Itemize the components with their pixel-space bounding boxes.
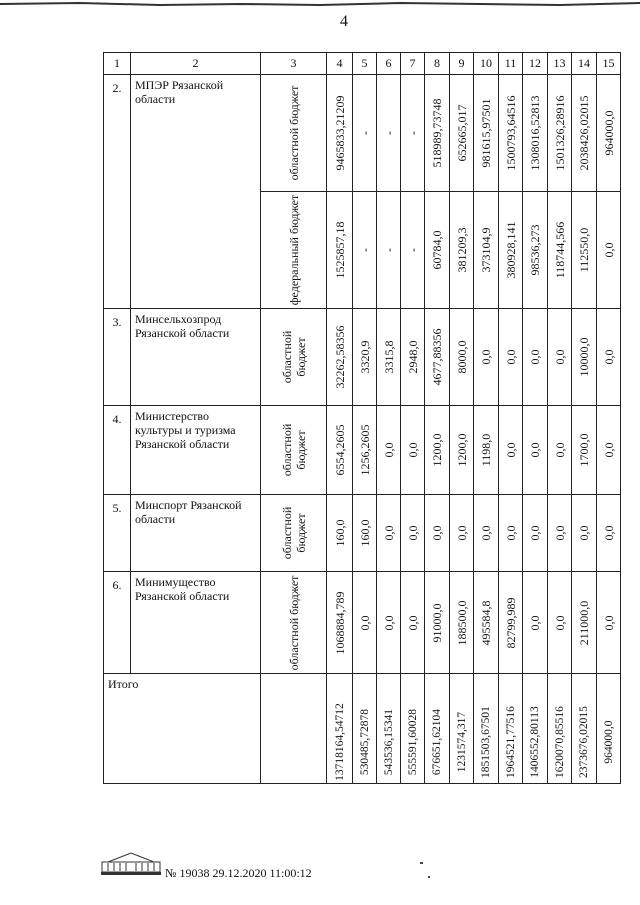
value-cell <box>499 75 523 192</box>
value-cell <box>572 572 597 674</box>
value: 1200,0 <box>430 433 444 467</box>
value-cell <box>548 75 572 192</box>
row-number: 4. <box>104 406 131 495</box>
value-cell <box>353 406 377 495</box>
value-cell <box>572 406 597 495</box>
value: 82799,989 <box>503 597 518 648</box>
table-row <box>104 406 621 495</box>
value-cell <box>474 572 499 674</box>
header-cell: 2 <box>131 53 261 75</box>
total-empty-cell <box>261 674 327 784</box>
header-row <box>104 53 621 75</box>
total-value-cell <box>572 674 597 784</box>
value-cell <box>523 572 548 674</box>
budget-type-cell <box>261 572 327 674</box>
value: 1198,0 <box>479 433 493 467</box>
budget-type-cell <box>261 406 327 495</box>
table-row <box>104 572 621 674</box>
header-cell: 6 <box>377 53 401 75</box>
value-cell <box>353 495 377 572</box>
value-cell <box>523 192 548 309</box>
value-cell <box>425 192 450 309</box>
value: 0,0 <box>503 349 518 365</box>
value: 4677,88356 <box>430 328 444 386</box>
header-cell: 12 <box>523 53 548 75</box>
value-cell <box>327 406 353 495</box>
value-cell <box>377 495 401 572</box>
value: - <box>357 131 372 135</box>
value: - <box>357 248 372 252</box>
value-cell <box>327 192 353 309</box>
value-cell <box>353 572 377 674</box>
total-value-cell <box>597 674 621 784</box>
header-cell: 5 <box>353 53 377 75</box>
budget-table <box>103 52 621 784</box>
header-cell: 3 <box>261 53 327 75</box>
value-cell <box>499 192 523 309</box>
value: 60784,0 <box>430 230 444 270</box>
total-value-cell <box>548 674 572 784</box>
row-number: 6. <box>104 572 131 674</box>
value: 1200,0 <box>454 433 469 467</box>
value: - <box>381 131 396 135</box>
value-cell <box>401 192 425 309</box>
row-number: 3. <box>104 309 131 406</box>
total-value-cell <box>450 674 474 784</box>
budget-type: областной бюджет <box>279 506 308 560</box>
value: 0,0 <box>405 615 420 630</box>
value: 0,0 <box>528 349 542 365</box>
value-cell <box>572 192 597 309</box>
value: 10000,0 <box>577 337 591 377</box>
header-cell: 10 <box>474 53 499 75</box>
value-cell <box>401 572 425 674</box>
value: 0,0 <box>552 615 567 630</box>
total-value: 1964521,77516 <box>504 705 517 778</box>
value: 0,0 <box>405 525 420 541</box>
value-cell <box>377 572 401 674</box>
value: 0,0 <box>381 442 396 458</box>
value: 1500793,64516 <box>503 95 518 171</box>
budget-type: областной бюджет <box>279 330 308 384</box>
value-cell <box>499 572 523 674</box>
value-cell <box>523 309 548 406</box>
budget-type-cell <box>261 495 327 572</box>
total-value: 1406552,80113 <box>529 705 541 778</box>
value: 0,0 <box>601 442 616 458</box>
value: 1256,2605 <box>357 424 372 476</box>
budget-type: областной бюджет <box>286 575 301 670</box>
value-cell <box>425 572 450 674</box>
value: 9465833,21209 <box>332 95 347 171</box>
value: 1501326,28916 <box>552 95 567 171</box>
value-cell <box>450 495 474 572</box>
value-cell <box>474 75 499 192</box>
value: 0,0 <box>552 349 567 365</box>
value-cell <box>425 309 450 406</box>
header-cell: 15 <box>597 53 621 75</box>
value: 2948,0 <box>405 340 420 374</box>
value: - <box>381 248 396 252</box>
value: 1308016,52813 <box>528 95 542 171</box>
value-cell <box>523 406 548 495</box>
organization-name: МПЭР Рязанской области <box>131 75 261 309</box>
value-cell <box>450 309 474 406</box>
value: 0,0 <box>528 525 542 541</box>
value: 981615,97501 <box>479 98 493 168</box>
value-cell <box>425 406 450 495</box>
document-registration-id: № 19038 29.12.2020 11:00:12 <box>165 866 312 880</box>
value: 32262,58356 <box>332 325 347 389</box>
value-cell <box>377 75 401 192</box>
header-cell: 7 <box>401 53 425 75</box>
scan-speck <box>420 862 423 864</box>
value-cell <box>548 572 572 674</box>
table-row <box>104 75 621 192</box>
value: 1068884,789 <box>332 591 347 654</box>
total-value-cell <box>353 674 377 784</box>
header-cell: 4 <box>327 53 353 75</box>
value: 8000,0 <box>454 340 469 374</box>
value: 0,0 <box>577 525 591 541</box>
value: 3320,9 <box>357 340 372 374</box>
value: 0,0 <box>528 615 542 630</box>
value: 0,0 <box>503 442 518 458</box>
value-cell <box>572 309 597 406</box>
value-cell <box>523 495 548 572</box>
value: 0,0 <box>528 442 542 458</box>
value: 188500,0 <box>454 600 469 645</box>
value: 112550,0 <box>577 227 591 273</box>
page-number: 4 <box>340 13 348 30</box>
value: 964000,0 <box>601 110 616 156</box>
value: 0,0 <box>430 525 444 541</box>
total-value-cell <box>327 674 353 784</box>
value-cell <box>474 192 499 309</box>
value: 0,0 <box>479 525 493 541</box>
scan-edge <box>0 0 640 10</box>
value-cell <box>450 572 474 674</box>
value: 0,0 <box>479 349 493 365</box>
value-cell <box>401 75 425 192</box>
budget-type-cell <box>261 192 327 309</box>
value: - <box>405 248 420 252</box>
value-cell <box>450 192 474 309</box>
total-value: 13718164,54712 <box>333 702 346 781</box>
total-label: Итого <box>104 674 261 784</box>
value: 6554,2605 <box>332 424 347 476</box>
organization-name: Минсельхозпрод Рязанской области <box>131 309 261 406</box>
value-cell <box>353 75 377 192</box>
value: 373104,9 <box>479 227 493 273</box>
organization-name: Министерство культуры и туризма Рязанской области <box>131 406 261 495</box>
value-cell <box>327 572 353 674</box>
value-cell <box>597 495 621 572</box>
value-cell <box>548 192 572 309</box>
header-cell: 1 <box>104 53 131 75</box>
value-cell <box>499 495 523 572</box>
total-value-cell <box>377 674 401 784</box>
value: 381209,3 <box>454 227 469 273</box>
value: 0,0 <box>601 242 616 258</box>
value-cell <box>597 75 621 192</box>
value: 0,0 <box>552 525 567 541</box>
value-cell <box>377 406 401 495</box>
value: 0,0 <box>381 615 396 630</box>
row-number: 5. <box>104 495 131 572</box>
value: 98536,273 <box>528 224 542 276</box>
budget-type-cell <box>261 75 327 192</box>
value: 1700,0 <box>577 433 591 467</box>
header-cell: 8 <box>425 53 450 75</box>
value: 2038426,02015 <box>577 95 591 171</box>
value-cell <box>327 309 353 406</box>
value-cell <box>450 75 474 192</box>
value: 0,0 <box>503 525 518 541</box>
value-cell <box>474 495 499 572</box>
value-cell <box>474 406 499 495</box>
header-cell: 14 <box>572 53 597 75</box>
value: - <box>405 131 420 135</box>
total-value: 2373676,02015 <box>578 705 590 778</box>
total-value-cell <box>523 674 548 784</box>
value-cell <box>597 309 621 406</box>
value: 160,0 <box>332 519 347 547</box>
value: 0,0 <box>601 525 616 541</box>
value-cell <box>425 495 450 572</box>
total-row <box>104 674 621 784</box>
header-cell: 11 <box>499 53 523 75</box>
value: 211000,0 <box>577 600 591 645</box>
value: 0,0 <box>357 615 372 630</box>
total-value: 1231574,317 <box>455 711 468 772</box>
value-cell <box>499 406 523 495</box>
scan-speck <box>428 876 430 878</box>
table-row <box>104 309 621 406</box>
value: 91000,0 <box>430 603 444 642</box>
value-cell <box>474 309 499 406</box>
budget-type-cell <box>261 309 327 406</box>
value: 0,0 <box>552 442 567 458</box>
organization-name: Минимущество Рязанской области <box>131 572 261 674</box>
value-cell <box>377 192 401 309</box>
value: 160,0 <box>357 519 372 547</box>
total-value-cell <box>401 674 425 784</box>
value-cell <box>499 309 523 406</box>
value-cell <box>572 495 597 572</box>
total-value: 676651,62104 <box>431 708 443 775</box>
value-cell <box>327 495 353 572</box>
value-cell <box>597 192 621 309</box>
value: 0,0 <box>601 349 616 365</box>
value: 518989,73748 <box>430 98 444 168</box>
row-number: 2. <box>104 75 131 309</box>
value: 0,0 <box>381 525 396 541</box>
value: 1525857,18 <box>332 221 347 279</box>
budget-type: областной бюджет <box>286 85 301 181</box>
budget-type: федеральный бюджет <box>286 194 301 306</box>
value: 652665,017 <box>454 104 469 162</box>
organization-name: Минспорт Рязанской области <box>131 495 261 572</box>
value-cell <box>548 406 572 495</box>
value-cell <box>523 75 548 192</box>
value-cell <box>327 75 353 192</box>
value-cell <box>548 309 572 406</box>
total-value: 1851503,67501 <box>480 705 492 778</box>
value-cell <box>353 192 377 309</box>
total-value: 543536,15341 <box>382 708 395 775</box>
value-cell <box>425 75 450 192</box>
total-value-cell <box>474 674 499 784</box>
value-cell <box>572 75 597 192</box>
total-value: 1620070,85516 <box>553 705 566 778</box>
value: 0,0 <box>454 525 469 541</box>
table-row <box>104 495 621 572</box>
value: 0,0 <box>405 442 420 458</box>
header-cell: 13 <box>548 53 572 75</box>
value-cell <box>597 572 621 674</box>
value-cell <box>548 495 572 572</box>
value-cell <box>377 309 401 406</box>
budget-type: областной бюджет <box>279 423 308 477</box>
value: 0,0 <box>601 615 616 630</box>
header-cell: 9 <box>450 53 474 75</box>
value-cell <box>401 495 425 572</box>
total-value: 964000,0 <box>602 720 615 764</box>
value: 118744,566 <box>552 221 567 279</box>
registry-logo <box>100 850 162 876</box>
value-cell <box>401 309 425 406</box>
value-cell <box>353 309 377 406</box>
value: 3315,8 <box>381 340 396 374</box>
value-cell <box>597 406 621 495</box>
value: 380928,141 <box>503 221 518 279</box>
total-value: 555591,60028 <box>406 708 419 775</box>
total-value-cell <box>499 674 523 784</box>
value-cell <box>450 406 474 495</box>
total-value: 530485,72878 <box>358 708 371 775</box>
value: 495584,8 <box>479 600 493 645</box>
value-cell <box>401 406 425 495</box>
total-value-cell <box>425 674 450 784</box>
